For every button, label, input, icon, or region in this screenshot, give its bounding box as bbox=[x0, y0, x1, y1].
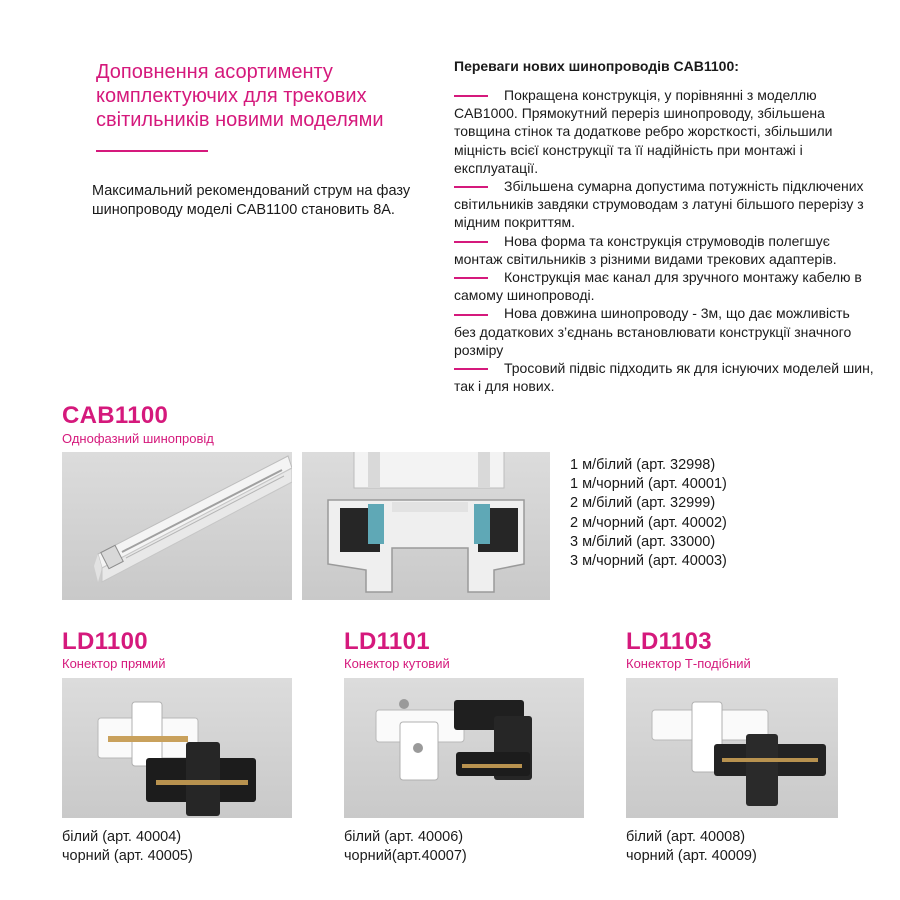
variant-item: чорний(арт.40007) bbox=[344, 848, 467, 865]
ld1100-subtitle: Конектор прямий bbox=[62, 656, 166, 671]
advantage-text: Тросовий підвіс підходить як для існуючих моделей шин, так і для нових. bbox=[454, 360, 874, 395]
advantage-text: Збільшена сумарна допустима потужність підключених світильників завдяки струмоводам з латуні більшого перерізу з мідним покриттям. bbox=[454, 178, 864, 231]
advantages-title: Переваги нових шинопроводів CAB1100: bbox=[454, 58, 739, 74]
dash-marker bbox=[454, 241, 488, 243]
track-rail-photo bbox=[62, 452, 292, 600]
page-headline: Доповнення асортименту комплектуючих для трекових світильників новими моделями bbox=[96, 61, 384, 131]
ld1100-code: LD1100 bbox=[62, 628, 148, 655]
advantage-text: Конструкція має канал для зручного монтажу кабелю в самому шинопроводі. bbox=[454, 269, 862, 304]
ld1101-variants bbox=[344, 828, 467, 866]
variant-item: чорний (арт. 40005) bbox=[62, 848, 193, 865]
advantage-text: Покращена конструкція, у порівнянні з моделлю CAB1000. Прямокутний переріз шинопроводу, збільшена товщина стінок та додаткове ребро жорсткості, збільшили міцність всієї конструкції та її надійність при монтажі і експлуатації. bbox=[454, 87, 833, 176]
ld1103-subtitle: Конектор Т-подібний bbox=[626, 656, 751, 671]
ld1101-subtitle: Конектор кутовий bbox=[344, 656, 450, 671]
variant-item: 3 м/чорний (арт. 40003) bbox=[570, 553, 727, 570]
headline-divider bbox=[96, 150, 208, 152]
variant-item: чорний (арт. 40009) bbox=[626, 848, 757, 865]
rail-profile-photo bbox=[302, 452, 550, 600]
cab1100-subtitle: Однофазний шинопровід bbox=[62, 431, 214, 446]
straight-connector-photo bbox=[62, 678, 292, 818]
ld1103-variants bbox=[626, 828, 757, 866]
ld1101-code: LD1101 bbox=[344, 628, 430, 655]
variant-item: 1 м/чорний (арт. 40001) bbox=[570, 476, 727, 493]
cab1100-code: CAB1100 bbox=[62, 402, 169, 429]
dash-marker bbox=[454, 186, 488, 188]
variant-item: білий (арт. 40008) bbox=[626, 829, 746, 845]
advantage-item bbox=[454, 232, 874, 268]
advantage-item bbox=[454, 304, 874, 359]
intro-text: Максимальний рекомендований струм на фазу шинопроводу моделі CAB1100 становить 8А. bbox=[92, 183, 411, 218]
corner-connector-photo bbox=[344, 678, 584, 818]
variant-item: 2 м/чорний (арт. 40002) bbox=[570, 514, 727, 531]
advantage-item bbox=[454, 177, 874, 232]
dash-marker bbox=[454, 314, 488, 316]
cab1100-variants bbox=[570, 456, 780, 571]
dash-marker bbox=[454, 368, 488, 370]
dash-marker bbox=[454, 95, 488, 97]
ld1100-variants bbox=[62, 828, 193, 866]
ld1103-code: LD1103 bbox=[626, 628, 712, 655]
variant-item: білий (арт. 40004) bbox=[62, 829, 182, 845]
t-connector-photo bbox=[626, 678, 838, 818]
advantage-item bbox=[454, 359, 874, 395]
variant-item: 3 м/білий (арт. 33000) bbox=[570, 533, 716, 550]
variant-item: 2 м/білий (арт. 32999) bbox=[570, 495, 716, 512]
variant-item: білий (арт. 40006) bbox=[344, 829, 464, 845]
advantage-text: Нова форма та конструкція струмоводів полегшує монтаж світильників з різними видами трекових адаптерів. bbox=[454, 232, 837, 267]
advantage-item bbox=[454, 268, 874, 304]
dash-marker bbox=[454, 277, 488, 279]
advantage-item bbox=[454, 86, 874, 177]
variant-item: 1 м/білий (арт. 32998) bbox=[570, 457, 716, 473]
advantages-list bbox=[454, 86, 874, 395]
advantage-text: Нова довжина шинопроводу - 3м, що дає можливість без додаткових з’єднань встановлювати конструкції значного розміру bbox=[454, 305, 852, 358]
